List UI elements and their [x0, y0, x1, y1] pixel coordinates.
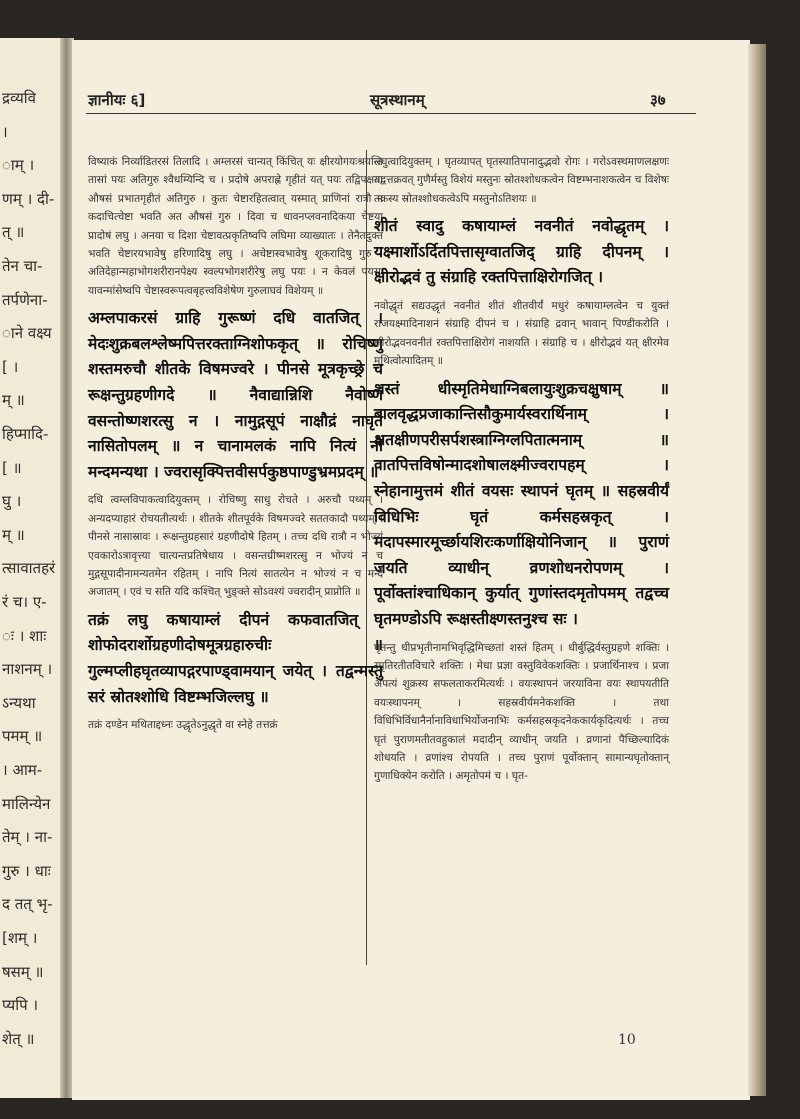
- facing-page-fragment: म् ॥: [2, 391, 25, 410]
- facing-page-fragment: द तत् भृ-: [2, 895, 53, 914]
- page-number: 10: [618, 1032, 636, 1048]
- facing-page-fragment: प्यपि ।: [2, 996, 39, 1015]
- verse-block: शीतं स्वादु कषायाम्लं नवनीतं नवोद्धृतम् । यक्ष्मार्शोऽर्दितपित्तासृग्वातजिद् ग्राहि दीपनम् । क्षीरोद्भवं तु संग्राहि रक्तपित्ताक्षिरोगजित् ।: [374, 217, 669, 287]
- facing-page-fragment: नाशनम् ।: [2, 660, 53, 679]
- facing-page-fragment: ।: [2, 122, 8, 141]
- facing-page-fragment: पमम् ॥: [2, 727, 43, 746]
- commentary-paragraph: घृतन्तु धीप्रभृतीनामभिवृद्धिमिच्छतां शस्तं हितम् । धीर्बुद्धिर्वस्तुग्रहणे शक्तिः । स्मृतिरतीतविचारे शक्तिः । मेधा प्रज्ञा वस्तुविवेकशक्तिः । प्रजार्थिनाश्च । प्रजा अपत्यं शुक्रस्य सफलताकरमित्यर्थः । वयःस्थापनं जरयाविना वयः स्थापयतीति वयःस्थापनम् । सहस्रवीर्यमनेकशक्ति । तथा विधिभिर्विधानैर्नानाविधाभिर्योजनाभिः कर्मसहस्रकृदनेककार्यकृदित्यर्थः । तच्च घृतं पुराणमतीतवहुकालं मदादीन् व्याधीन् जयति । व्रणानां पैच्छिल्यादिकं शोधयति । व्रणांश्च रोपयति । तच्च पुराणं पूर्वोक्तान् सामान्यघृतोक्तान् गुणाधिक्येन करोति । अमृतोपमं च । घृत-: [374, 641, 669, 783]
- facing-page-fragment: शेत् ॥: [2, 1029, 35, 1048]
- running-head-chapter: ज्ञानीयः ६]: [88, 91, 146, 109]
- facing-page-fragment: तेम् । ना-: [2, 828, 53, 847]
- page-edge: [748, 44, 766, 1096]
- facing-page-fragment: ऽन्यथा: [2, 693, 36, 712]
- facing-page-fragment: हिप्मादि-: [2, 425, 49, 443]
- commentary-paragraph: नवोद्धृतं सद्यउद्धृतं नवनीतं शीतं शीतवीर्यं मधुरं कषायाम्लत्वेन च युक्तं राजयक्ष्मादिनाशनं संग्राहि दीपनं च । संग्राहि द्रवान् भावान् पिण्डीकरोति । क्षीरोद्भवनवनीतं रक्तपित्ताक्षिरोगं नाशयति । संग्राहि च । क्षीरोद्भवं यत् क्षीरमेव मथित्वोत्पादितम् ॥: [374, 300, 669, 368]
- commentary-paragraph: तक्रं दण्डेन मथिताद्दध्नः उद्धृतेऽनुद्धृते वा स्नेहे तत्तक्रं: [88, 719, 278, 732]
- running-head-title: सूत्रस्थानम्: [370, 91, 425, 109]
- right-column: [374, 153, 669, 792]
- facing-page-fragment: तेन चा-: [2, 257, 43, 275]
- facing-page-fragment: घु ।: [2, 492, 22, 511]
- facing-page-fragment: [ ॥: [2, 458, 22, 477]
- running-head-page: ३७: [650, 91, 666, 109]
- facing-page-fragment: द्रव्यवि: [2, 89, 37, 107]
- facing-page-fragment: णम् । दी-: [2, 189, 55, 208]
- commentary-paragraph: लघुत्वादियुक्तम् । घृतव्यापत् घृतस्यातिपानादुद्भवो रोगः । गरोऽवस्थमाणलक्षणः तद्वत्तक्रवत् गुणैर्मस्तु विशेयं मस्तुनः स्रोतश्शोधकत्वेन विष्टम्भनाशकत्वेन च विशेषः तक्रस्य स्रोतश्शोधकत्वेऽपि मस्तुनोऽतिशयः ॥: [374, 156, 669, 205]
- facing-page-fragment: ाम् ।: [2, 156, 35, 175]
- commentary-paragraph: दधि त्वम्लविपाकत्वादियुक्तम् । रोचिष्णु साधु रोचते । अरुचौ पथ्यम् । अन्यदप्याहारं रोचयतीत्यर्थः । शीतके शीतपूर्वके विषमज्वरे सततकादौ पथ्यम् । पीनसे नासास्रावः । रूक्षन्तुग्रहसारं ग्रहणीदोषे हितम् । तच्च दधि रात्रौ न भोज्यं एवकारोऽत्रावृत्त्या चात्यन्तप्रतिषेधाय । वसन्तग्रीष्मशरत्सु न भोज्यं न च मुद्गसूपादीनामन्यतमेन रहितम् । नापि नित्यं सातत्येन न भोज्यं न च मन्दं अजातम् । एवं च सति यदि कश्चित् भुङ्क्ते सोऽवश्यं ज्वरादीन् प्राप्नोति ॥: [88, 494, 383, 599]
- facing-page-fragment: मालिन्येन: [2, 794, 51, 813]
- left-column: [88, 153, 383, 741]
- facing-page-fragment: म् ॥: [2, 525, 25, 544]
- facing-page-fragment: । आम-: [2, 761, 43, 779]
- verse-block: शस्तं धीस्मृतिमेधाग्निबलायुःशुक्रचक्षुषाम् ॥ बालवृद्धप्रजाकान्तिसौकुमार्यस्वरार्थिनाम् । क्षतक्षीणपरीसर्पशस्त्राग्निग्लपितात्मनाम् ॥ वातपित्तविषोन्मादशोषालक्ष्मीज्वरापहम् । स्नेहानामुत्तमं शीतं वयसः स्थापनं घृतम् ॥ सहस्रवीर्यं विधिभिः घृतं कर्मसहस्रकृत् । मदापस्मारमूर्च्छायशिरःकर्णाक्षियोनिजान् ॥ पुराणं जयति व्याधीन् व्रणशोधनरोपणम् । पूर्वोक्तांश्चाधिकान् कुर्यात् गुणांस्तदमृतोपमम् तद्वच्च घृतमण्डोऽपि रूक्षस्तीक्ष्णस्तनुश्च सः ।: [374, 379, 669, 628]
- header-rule: [86, 113, 696, 114]
- verse-block: तक्रं लघु कषायाम्लं दीपनं कफवातजित् । शोफोदरार्शोग्रहणीदोषमूत्रग्रहारुचीः ॥ गुल्मप्लीहघृतव्यापद्गरपाण्ड्वामयान् जयेत् । तद्वन्मस्तु सरं स्रोतश्शोधि विष्टम्भजिल्लघु ॥: [88, 610, 383, 706]
- facing-page-fragment: त् ॥: [2, 223, 25, 242]
- commentary-paragraph: विष्याकं निर्व्याडितरसं तिलादि । अम्लरसं चान्यत् किंचित् यः क्षीरयोगयःश्रयन्ति तासां पयः अतिगुरु श्वैधम्यिन्दि च । प्रदोषे अपराह्णे गृहीतं यत् पयः तद्विपक्षया औषसं प्रभातगृहीतं अतिगुरु । कुतः चेष्टारहितत्वात् यस्मात् प्राणिनां रात्रौ न कदाचित्चेष्टा भवति अत औषसं गुरु । दिवा च धावनप्लवनादिकया चेष्टया प्रादोषं लघु । अनया च दिशा चेष्टावत्प्रकृतिष्वपि लघिमा व्याख्यातः । तेनैतदुक्तं भवति चेष्टारयभावेषु हरिणादिषु लघु । अचेष्टास्वभावेषु शूकरादिषु गुरु । अतिदेहान्महाभोगशरीरानपेक्ष्य स्वल्पभोगशरीरेषु लघु पयः । न केवलं पयसः यावन्मांसेष्वपि चेष्टास्वरूपत्वबृहत्त्वविशेषेण गुरुलाघवं विशेयम् ॥: [88, 156, 383, 297]
- facing-page-fragment: ः । शाः: [2, 626, 47, 645]
- facing-page-fragment: तर्पणेना-: [2, 290, 48, 309]
- verse-block: अम्लपाकरसं ग्राहि गुरूष्णं दधि वातजित् । मेदःशुक्रबलश्लेष्मपित्तरक्ताग्निशोफकृत् ॥ रोचिष्णु शस्तमरुचौ शीतके विषमज्वरे । पीनसे मूत्रकृच्छ्रे च रूक्षन्तुग्रहणीगदे ॥ नैवाद्यान्निशि नैवोष्णं वसन्तोष्णशरत्सु न । नामुद्गसूपं नाक्षौद्रं नाघृतं नासितोपलम् ॥ न चानामलकं नापि नित्यं नो मन्दमन्यथा । ज्वरासृक्पित्तवीसर्पकुष्ठपाण्डुभ्रमप्रदम् ॥: [88, 309, 383, 481]
- facing-page-fragment: [ ।: [2, 357, 19, 376]
- facing-page: [0, 38, 66, 1098]
- facing-page-fragment: रं च। ए-: [2, 593, 47, 611]
- facing-page-fragment: गुरु । धाः: [2, 861, 51, 880]
- facing-page-fragment: [शम् ।: [2, 929, 38, 947]
- facing-page-fragment: ाने वक्ष्य: [2, 324, 52, 343]
- facing-page-fragment: त्सावातहरं: [2, 559, 56, 578]
- facing-page-fragment: षसम् ॥: [2, 962, 44, 981]
